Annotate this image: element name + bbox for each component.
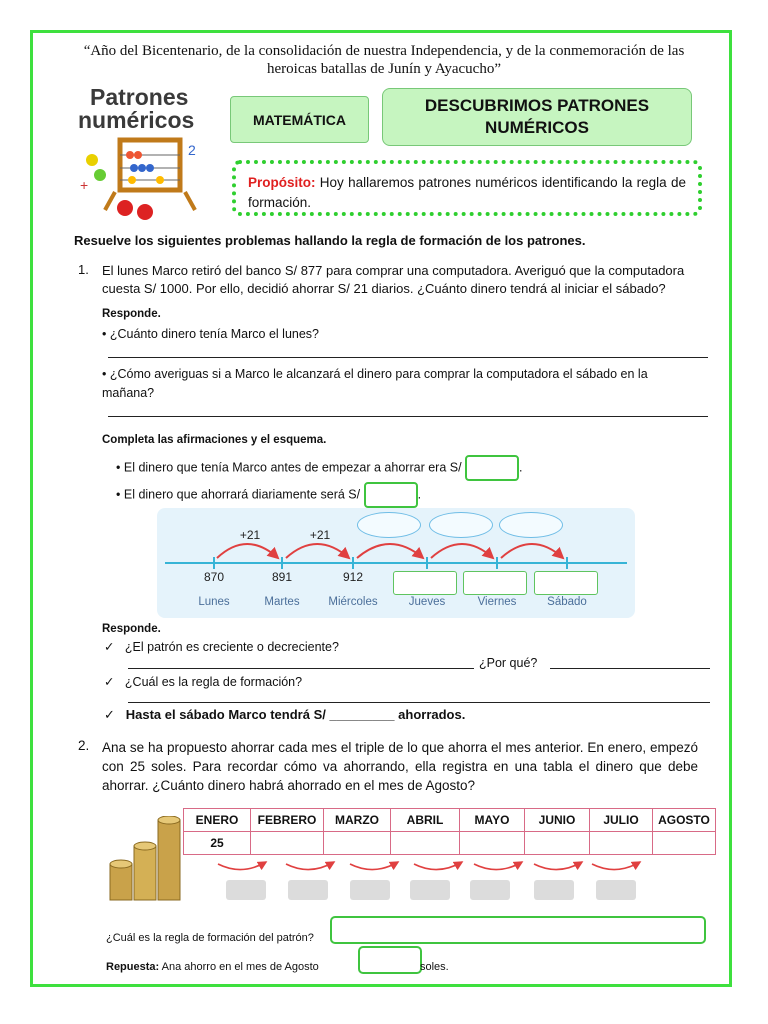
value-enero: 25 bbox=[184, 832, 251, 855]
answer-line-pattern[interactable] bbox=[128, 668, 474, 669]
abacus-icon bbox=[70, 130, 220, 220]
statement-1-text: El dinero que tenía Marco antes de empezar a ahorrar era S/ bbox=[123, 460, 462, 475]
multiplier-input-7[interactable] bbox=[596, 880, 636, 900]
multiplier-input-6[interactable] bbox=[534, 880, 574, 900]
initial-money-input[interactable] bbox=[465, 455, 519, 481]
day-jueves: Jueves bbox=[408, 596, 446, 608]
month-arrows bbox=[200, 856, 700, 878]
check-question-1: ✓ ¿El patrón es creciente o decreciente? bbox=[104, 640, 339, 654]
value-input-viernes[interactable] bbox=[463, 571, 527, 595]
daily-saving-input[interactable] bbox=[364, 482, 418, 508]
rule-answer-input[interactable] bbox=[330, 916, 706, 944]
august-answer-input[interactable] bbox=[358, 946, 422, 974]
answer-line bbox=[106, 961, 319, 973]
increment-1: +21 bbox=[239, 528, 261, 542]
page-title: DESCUBRIMOS PATRONES NUMÉRICOS bbox=[382, 88, 692, 146]
coins-icon bbox=[106, 816, 182, 902]
month-febrero: FEBRERO bbox=[251, 809, 324, 832]
increment-input-5[interactable] bbox=[499, 512, 563, 538]
value-marzo[interactable] bbox=[324, 832, 391, 855]
question-2: • ¿Cómo averiguas si a Marco le alcanzará el dinero para comprar la computadora el sábado en la mañana? bbox=[102, 367, 648, 400]
question-1: • ¿Cuánto dinero tenía Marco el lunes? bbox=[102, 327, 320, 341]
increment-input-3[interactable] bbox=[357, 512, 421, 538]
value-martes: 891 bbox=[271, 570, 293, 584]
answer-line-rule[interactable] bbox=[128, 702, 710, 703]
statement-2-text: El dinero que ahorrará diariamente será S/ bbox=[123, 487, 361, 502]
value-miercoles: 912 bbox=[342, 570, 364, 584]
purpose-box bbox=[232, 160, 702, 216]
purpose-text: Hoy hallaremos patrones numéricos identificando la regla de formación. bbox=[248, 175, 686, 210]
multiplier-input-1[interactable] bbox=[226, 880, 266, 900]
multiplier-input-4[interactable] bbox=[410, 880, 450, 900]
problem1-text: El lunes Marco retiró del banco S/ 877 para comprar una computadora. Averiguó que la computadora cuesta S/ 1000. Por ello, decidió ahorrar S/ 21 diarios. ¿Cuánto dinero tendrá al iniciar el sábado? bbox=[102, 263, 685, 296]
responde-label-2: Responde. bbox=[102, 623, 161, 635]
value-junio[interactable] bbox=[525, 832, 590, 855]
month-junio: JUNIO bbox=[525, 809, 590, 832]
answer-text: Ana ahorro en el mes de Agosto bbox=[159, 961, 319, 973]
day-sabado: Sábado bbox=[547, 596, 587, 608]
value-mayo[interactable] bbox=[460, 832, 525, 855]
month-marzo: MARZO bbox=[324, 809, 391, 832]
answer-unit: soles. bbox=[420, 961, 449, 973]
responde-label: Responde. bbox=[102, 308, 161, 320]
month-mayo: MAYO bbox=[460, 809, 525, 832]
day-martes: Martes bbox=[264, 596, 300, 608]
month-enero: ENERO bbox=[184, 809, 251, 832]
multiplier-input-5[interactable] bbox=[470, 880, 510, 900]
problem1-number: 1. bbox=[78, 262, 89, 277]
day-viernes: Viernes bbox=[477, 596, 517, 608]
svg-text:+: + bbox=[80, 177, 89, 193]
check-question-1-text: ¿El patrón es creciente o decreciente? bbox=[124, 640, 339, 654]
month-julio: JULIO bbox=[590, 809, 653, 832]
months-table bbox=[183, 808, 716, 855]
increment-2: +21 bbox=[309, 528, 331, 542]
multiplier-input-3[interactable] bbox=[350, 880, 390, 900]
problem2-text: Ana se ha propuesto ahorrar cada mes el triple de lo que ahorra el mes anterior. En enero, empezó con 25 soles. Para recordar cómo va ahorrando, ella registra en una tabla el dinero que debe ahorrar. ¿Cuánto dinero habrá ahorrado en el mes de Agosto? bbox=[102, 740, 698, 793]
check-question-2-text: ¿Cuál es la regla de formación? bbox=[124, 675, 303, 689]
value-febrero[interactable] bbox=[251, 832, 324, 855]
value-input-jueves[interactable] bbox=[393, 571, 457, 595]
logo-line2: numéricos bbox=[78, 107, 195, 133]
answer-line-1[interactable] bbox=[108, 357, 708, 358]
question-2-text: ¿Cómo averiguas si a Marco le alcanzará el dinero para comprar la computadora el sábado en la mañana? bbox=[102, 367, 648, 400]
purpose-label: Propósito: bbox=[248, 175, 316, 190]
instruction: Resuelve los siguientes problemas hallando la regla de formación de los patrones. bbox=[74, 233, 586, 248]
why-label: ¿Por qué? bbox=[479, 656, 538, 670]
multiplier-input-2[interactable] bbox=[288, 880, 328, 900]
check-statement-3: ✓ Hasta el sábado Marco tendrá S/ _________ ahorrados. bbox=[104, 707, 466, 722]
patrones-logo bbox=[70, 80, 220, 220]
value-agosto[interactable] bbox=[653, 832, 716, 855]
answer-line-2[interactable] bbox=[108, 416, 708, 417]
statement-2: • El dinero que ahorrará diariamente será S/ . bbox=[116, 482, 421, 508]
problem2-number: 2. bbox=[78, 738, 90, 753]
check-statement-3-text: Hasta el sábado Marco tendrá S/ _________ ahorrados. bbox=[125, 707, 466, 722]
month-agosto: AGOSTO bbox=[653, 809, 716, 832]
complete-label: Completa las afirmaciones y el esquema. bbox=[102, 434, 327, 446]
svg-text:2: 2 bbox=[188, 142, 196, 158]
rule-question: ¿Cuál es la regla de formación del patrón? bbox=[106, 932, 314, 944]
subject-badge: MATEMÁTICA bbox=[230, 96, 369, 143]
statement-1: • El dinero que tenía Marco antes de empezar a ahorrar era S/ . bbox=[116, 455, 523, 481]
value-abril[interactable] bbox=[391, 832, 460, 855]
increment-input-4[interactable] bbox=[429, 512, 493, 538]
year-motto: “Año del Bicentenario, de la consolidación de nuestra Independencia, y de la conmemoración de las heroicas batallas de Junín y Ayacucho” bbox=[83, 43, 685, 77]
month-abril: ABRIL bbox=[391, 809, 460, 832]
value-input-sabado[interactable] bbox=[534, 571, 598, 595]
savings-scheme bbox=[157, 508, 635, 618]
answer-line-why[interactable] bbox=[550, 668, 710, 669]
day-miercoles: Miércoles bbox=[328, 596, 378, 608]
value-lunes: 870 bbox=[203, 570, 225, 584]
day-lunes: Lunes bbox=[198, 596, 230, 608]
check-question-2: ✓ ¿Cuál es la regla de formación? bbox=[104, 675, 303, 689]
value-julio[interactable] bbox=[590, 832, 653, 855]
answer-label: Repuesta: bbox=[106, 961, 160, 973]
logo-line1: Patrones bbox=[90, 84, 189, 110]
question-1-text: ¿Cuánto dinero tenía Marco el lunes? bbox=[109, 327, 320, 341]
